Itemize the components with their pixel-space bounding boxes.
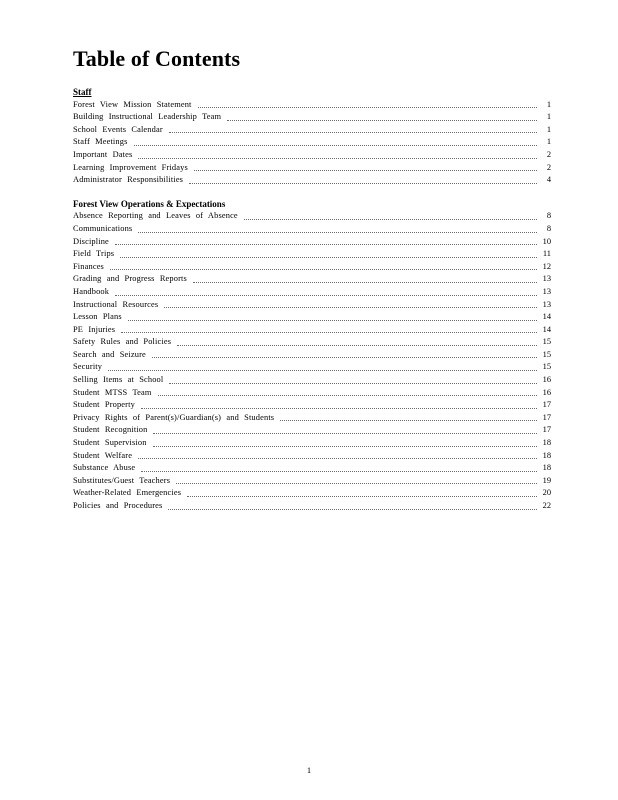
toc-dot-leader bbox=[176, 483, 537, 484]
section-heading-label: Staff bbox=[73, 87, 92, 97]
toc-entry-label: Field Trips bbox=[73, 249, 115, 259]
toc-entry[interactable] bbox=[73, 261, 551, 274]
toc-entry-page-number: 1 bbox=[546, 137, 551, 147]
toc-entry-page-number: 15 bbox=[542, 349, 551, 359]
toc-entry-label: Important Dates bbox=[73, 149, 133, 159]
toc-dot-leader bbox=[193, 282, 537, 283]
section-staff-entries bbox=[73, 99, 551, 187]
toc-dot-leader bbox=[280, 420, 537, 421]
toc-entry-label: Safety Rules and Policies bbox=[73, 337, 172, 347]
toc-entry[interactable] bbox=[73, 174, 551, 187]
toc-entry-label: Discipline bbox=[73, 236, 109, 246]
toc-dot-leader bbox=[189, 183, 537, 184]
toc-dot-leader bbox=[177, 345, 537, 346]
toc-entry-label: Communications bbox=[73, 223, 133, 233]
toc-entry[interactable] bbox=[73, 450, 551, 463]
toc-dot-leader bbox=[187, 496, 537, 497]
toc-dot-leader bbox=[153, 433, 537, 434]
toc-entry-page-number: 2 bbox=[546, 162, 551, 172]
toc-dot-leader bbox=[110, 269, 537, 270]
toc-entry-page-number: 20 bbox=[542, 488, 551, 498]
toc-entry-label: Staff Meetings bbox=[73, 137, 128, 147]
toc-entry-label: Building Instructional Leadership Team bbox=[73, 112, 222, 122]
toc-entry-page-number: 13 bbox=[542, 286, 551, 296]
toc-entry-page-number: 14 bbox=[542, 312, 551, 322]
toc-entry-page-number: 1 bbox=[546, 99, 551, 109]
toc-dot-leader bbox=[194, 170, 537, 171]
toc-entry-label: Forest View Mission Statement bbox=[73, 99, 192, 109]
toc-entry-label: Substance Abuse bbox=[73, 463, 136, 473]
toc-entry-label: Privacy Rights of Parent(s)/Guardian(s) and Students bbox=[73, 412, 275, 422]
toc-entry-label: Student MTSS Team bbox=[73, 387, 152, 397]
section-heading-staff bbox=[73, 86, 551, 99]
toc-entry-page-number: 13 bbox=[542, 274, 551, 284]
toc-entry[interactable] bbox=[73, 399, 551, 412]
toc-entry-label: Weather-Related Emergencies bbox=[73, 488, 182, 498]
toc-entry-label: Search and Seizure bbox=[73, 349, 146, 359]
toc-entry[interactable] bbox=[73, 475, 551, 488]
toc-entry-page-number: 1 bbox=[546, 112, 551, 122]
section-heading-operations bbox=[73, 198, 551, 211]
toc-entry[interactable] bbox=[73, 349, 551, 362]
toc-dot-leader bbox=[121, 332, 537, 333]
toc-dot-leader bbox=[169, 132, 537, 133]
toc-dot-leader bbox=[158, 395, 537, 396]
toc-dot-leader bbox=[168, 509, 537, 510]
toc-entry[interactable] bbox=[73, 500, 551, 513]
toc-entry[interactable] bbox=[73, 273, 551, 286]
toc-entry-page-number: 1 bbox=[546, 124, 551, 134]
toc-entry[interactable] bbox=[73, 223, 551, 236]
toc-entry-page-number: 22 bbox=[542, 501, 551, 510]
toc-dot-leader bbox=[138, 158, 537, 159]
toc-dot-leader bbox=[115, 244, 537, 245]
toc-entry-page-number: 14 bbox=[542, 324, 551, 334]
toc-entry[interactable] bbox=[73, 124, 551, 137]
toc-entry-page-number: 2 bbox=[546, 149, 551, 159]
toc-entry-page-number: 17 bbox=[542, 412, 551, 422]
toc-entry-label: PE Injuries bbox=[73, 324, 116, 334]
toc-dot-leader bbox=[153, 446, 537, 447]
toc-entry-label: Substitutes/Guest Teachers bbox=[73, 475, 171, 485]
toc-entry-label: Selling Items at School bbox=[73, 375, 164, 385]
toc-dot-leader bbox=[120, 257, 537, 258]
toc-dot-leader bbox=[128, 320, 537, 321]
table-of-contents bbox=[73, 86, 551, 513]
toc-entry-page-number: 16 bbox=[542, 375, 551, 385]
toc-entry[interactable] bbox=[73, 99, 551, 112]
toc-entry-page-number: 8 bbox=[546, 223, 551, 233]
toc-entry-page-number: 16 bbox=[542, 387, 551, 397]
toc-entry[interactable] bbox=[73, 210, 551, 223]
toc-dot-leader bbox=[152, 357, 537, 358]
toc-entry[interactable] bbox=[73, 299, 551, 312]
toc-entry[interactable] bbox=[73, 248, 551, 261]
toc-entry[interactable] bbox=[73, 111, 551, 124]
toc-entry[interactable] bbox=[73, 361, 551, 374]
toc-dot-leader bbox=[138, 458, 537, 459]
toc-entry-label: Absence Reporting and Leaves of Absence bbox=[73, 211, 238, 221]
toc-dot-leader bbox=[134, 145, 538, 146]
toc-entry-page-number: 18 bbox=[542, 450, 551, 460]
toc-dot-leader bbox=[169, 383, 537, 384]
toc-entry[interactable] bbox=[73, 387, 551, 400]
toc-entry[interactable] bbox=[73, 437, 551, 450]
toc-entry-label: Security bbox=[73, 362, 103, 372]
toc-entry-page-number: 15 bbox=[542, 362, 551, 372]
toc-entry-label: Policies and Procedures bbox=[73, 501, 163, 510]
toc-dot-leader bbox=[138, 232, 537, 233]
section-operations-entries bbox=[73, 210, 551, 512]
toc-entry-page-number: 4 bbox=[546, 175, 551, 185]
toc-entry[interactable] bbox=[73, 286, 551, 299]
toc-entry[interactable] bbox=[73, 162, 551, 175]
footer-page-number: 1 bbox=[306, 765, 312, 775]
toc-entry-label: Handbook bbox=[73, 286, 110, 296]
toc-entry-label: Instructional Resources bbox=[73, 299, 159, 309]
toc-entry-page-number: 17 bbox=[542, 425, 551, 435]
toc-entry-label: Lesson Plans bbox=[73, 312, 122, 322]
toc-entry-label: School Events Calendar bbox=[73, 124, 163, 134]
page-title: Table of Contents bbox=[73, 46, 241, 71]
toc-entry-page-number: 11 bbox=[542, 249, 551, 259]
section-spacer bbox=[73, 187, 551, 198]
toc-entry[interactable] bbox=[73, 412, 551, 425]
section-heading-label: Forest View Operations & Expectations bbox=[73, 198, 226, 209]
toc-entry-label: Student Welfare bbox=[73, 450, 133, 460]
toc-entry[interactable] bbox=[73, 462, 551, 475]
toc-entry[interactable] bbox=[73, 336, 551, 349]
toc-entry-page-number: 15 bbox=[542, 337, 551, 347]
toc-entry[interactable] bbox=[73, 324, 551, 337]
toc-entry-label: Administrator Responsibilities bbox=[73, 175, 184, 185]
toc-entry[interactable] bbox=[73, 136, 551, 149]
toc-dot-leader bbox=[227, 120, 537, 121]
toc-entry-label: Student Supervision bbox=[73, 438, 147, 448]
toc-entry-page-number: 19 bbox=[542, 475, 551, 485]
toc-dot-leader bbox=[198, 107, 537, 108]
toc-entry-page-number: 10 bbox=[542, 236, 551, 246]
toc-entry[interactable] bbox=[73, 374, 551, 387]
toc-entry-label: Student Property bbox=[73, 400, 135, 410]
toc-entry-page-number: 12 bbox=[542, 261, 551, 271]
toc-entry-page-number: 18 bbox=[542, 438, 551, 448]
toc-entry-page-number: 13 bbox=[542, 299, 551, 309]
toc-entry[interactable] bbox=[73, 424, 551, 437]
toc-entry-label: Finances bbox=[73, 261, 104, 271]
toc-entry[interactable] bbox=[73, 236, 551, 249]
toc-entry-page-number: 17 bbox=[542, 400, 551, 410]
toc-dot-leader bbox=[244, 219, 537, 220]
toc-entry-page-number: 18 bbox=[542, 463, 551, 473]
toc-entry-page-number: 8 bbox=[546, 211, 551, 221]
toc-entry[interactable] bbox=[73, 311, 551, 324]
toc-dot-leader bbox=[141, 408, 537, 409]
toc-dot-leader bbox=[115, 295, 537, 296]
toc-dot-leader bbox=[141, 471, 537, 472]
toc-dot-leader bbox=[164, 307, 537, 308]
toc-entry-label: Student Recognition bbox=[73, 425, 148, 435]
toc-entry[interactable] bbox=[73, 487, 551, 500]
toc-entry-label: Learning Improvement Fridays bbox=[73, 162, 188, 172]
toc-dot-leader bbox=[108, 370, 537, 371]
toc-entry-label: Grading and Progress Reports bbox=[73, 274, 187, 284]
toc-entry[interactable] bbox=[73, 149, 551, 162]
